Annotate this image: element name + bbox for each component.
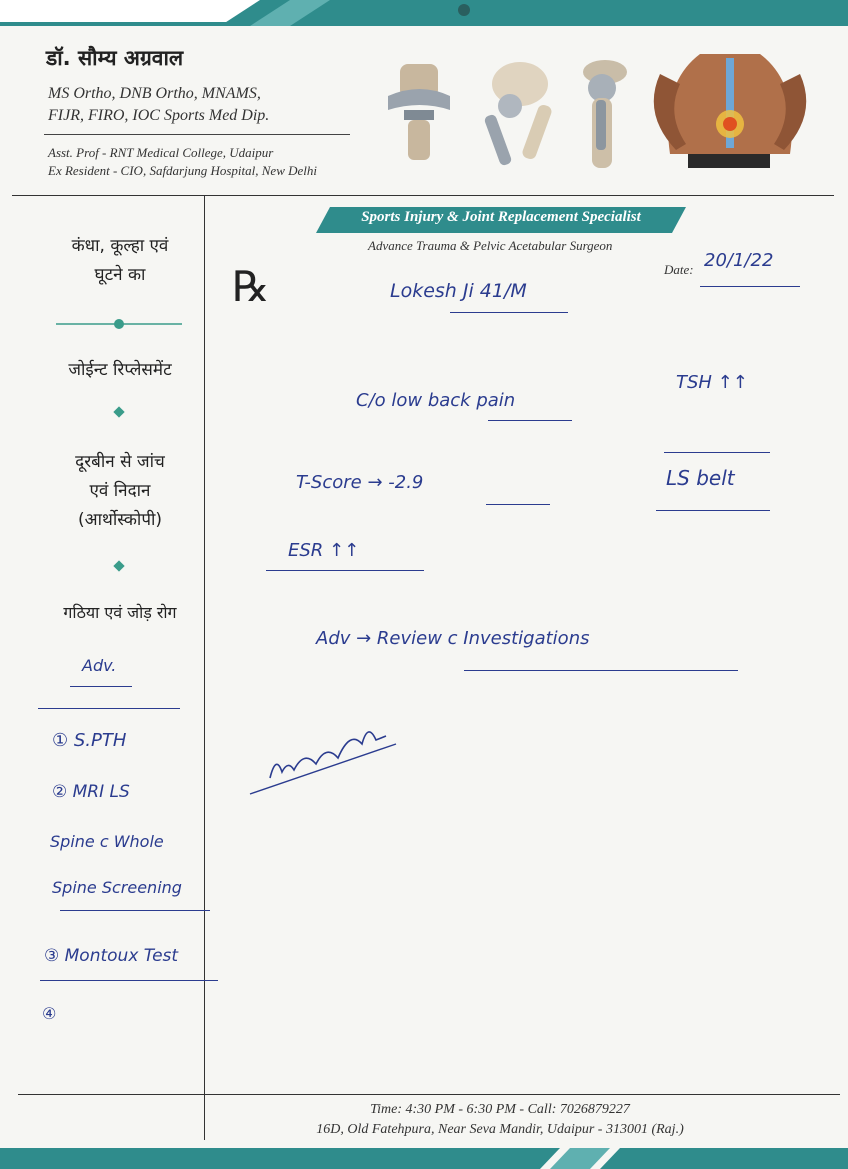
doctor-name: डॉ. सौम्य अग्रवाल — [46, 46, 184, 70]
advice-underline — [464, 670, 738, 671]
footer — [200, 1100, 800, 1140]
advice-review: Adv → Review c Investigations — [316, 628, 590, 649]
header-bottom-rule — [12, 195, 834, 196]
patient-name: Lokesh Ji 41/M — [390, 280, 527, 302]
service-shoulder-hip-knee — [20, 232, 220, 290]
sidebar-item5: ④ — [42, 1004, 57, 1023]
sidebar-divider — [204, 196, 205, 1146]
complaint-underline — [488, 420, 572, 421]
sidebar-item2: ② MRI LS — [52, 782, 130, 802]
header-divider — [44, 134, 350, 135]
esr-result: ESR ↑↑ — [288, 540, 360, 561]
bottom-decorative-band — [0, 1140, 848, 1169]
specialty-text: Sports Injury & Joint Replacement Specialist — [361, 209, 641, 225]
knee-implant-icon — [388, 64, 450, 160]
qualifications-line1: MS Ortho, DNB Ortho, MNAMS, — [48, 85, 261, 102]
position-line1: Asst. Prof - RNT Medical College, Udaipur — [48, 145, 274, 160]
top-decorative-band — [0, 0, 848, 26]
service-joint-replacement: जोईन्ट रिप्लेसमेंट — [68, 360, 172, 380]
service-arthroscopy — [20, 448, 220, 535]
position-line2: Ex Resident - CIO, Safdarjung Hospital, New Delhi — [48, 163, 318, 178]
subspecialty: Advance Trauma & Pelvic Acetabular Surgeon — [368, 238, 613, 253]
handwritten-date: 20/1/22 — [704, 250, 774, 271]
ls-belt: LS belt — [666, 466, 735, 490]
positions — [48, 144, 317, 180]
sidebar-item4: ③ Montoux Test — [44, 946, 179, 966]
esr-underline — [266, 570, 424, 571]
sidebar-advice-underline — [70, 686, 132, 687]
sidebar-item4-underline — [40, 980, 218, 981]
t-score: T-Score → -2.9 — [296, 472, 424, 493]
rx-symbol: ℞ — [232, 265, 270, 311]
qualifications — [48, 83, 269, 127]
diamond-ornament-icon — [113, 406, 124, 417]
sidebar-ornament-line — [56, 318, 182, 330]
shoulder-implant-icon — [583, 60, 627, 168]
sidebar-rule — [38, 708, 180, 709]
qualifications-line2: FIJR, FIRO, IOC Sports Med Dip. — [48, 107, 270, 124]
lsbelt-underline — [656, 510, 770, 511]
sidebar-item3-line2: Spine Screening — [52, 878, 182, 897]
orthopedic-illustrations — [380, 44, 810, 174]
date-underline — [700, 286, 800, 287]
specialty-banner — [316, 207, 686, 238]
spine-pain-icon — [654, 54, 806, 168]
sidebar-item3-underline — [60, 910, 210, 911]
service-arthritis: गठिया एवं जोड़ रोग — [63, 603, 177, 622]
patient-underline — [450, 312, 568, 313]
chief-complaint: C/o low back pain — [356, 390, 516, 411]
tsh-underline — [664, 452, 770, 453]
tscore-underline — [486, 504, 550, 505]
date-label: Date: — [664, 262, 694, 277]
hip-implant-icon — [483, 62, 553, 166]
service3-line3: (आर्थोस्कोपी) — [77, 510, 163, 530]
sidebar-item1: ① S.PTH — [52, 730, 127, 751]
service1-line1: कंधा, कूल्हा एवं — [71, 236, 169, 256]
service3-line2: एवं निदान — [89, 481, 151, 501]
footer-address: 16D, Old Fatehpura, Near Seva Mandir, Udaipur - 313001 (Raj.) — [316, 1122, 684, 1137]
sidebar-advice: Adv. — [82, 656, 117, 675]
doctor-signature — [246, 700, 406, 800]
footer-time-contact: Time: 4:30 PM - 6:30 PM - Call: 7026879227 — [370, 1102, 630, 1117]
tsh-result: TSH ↑↑ — [676, 372, 748, 393]
service3-line1: दूरबीन से जांच — [75, 452, 165, 472]
diamond-ornament-icon — [113, 560, 124, 571]
service1-line2: घूटने का — [94, 265, 146, 285]
footer-rule — [18, 1094, 840, 1095]
sidebar-item3-line1: Spine c Whole — [50, 832, 164, 851]
